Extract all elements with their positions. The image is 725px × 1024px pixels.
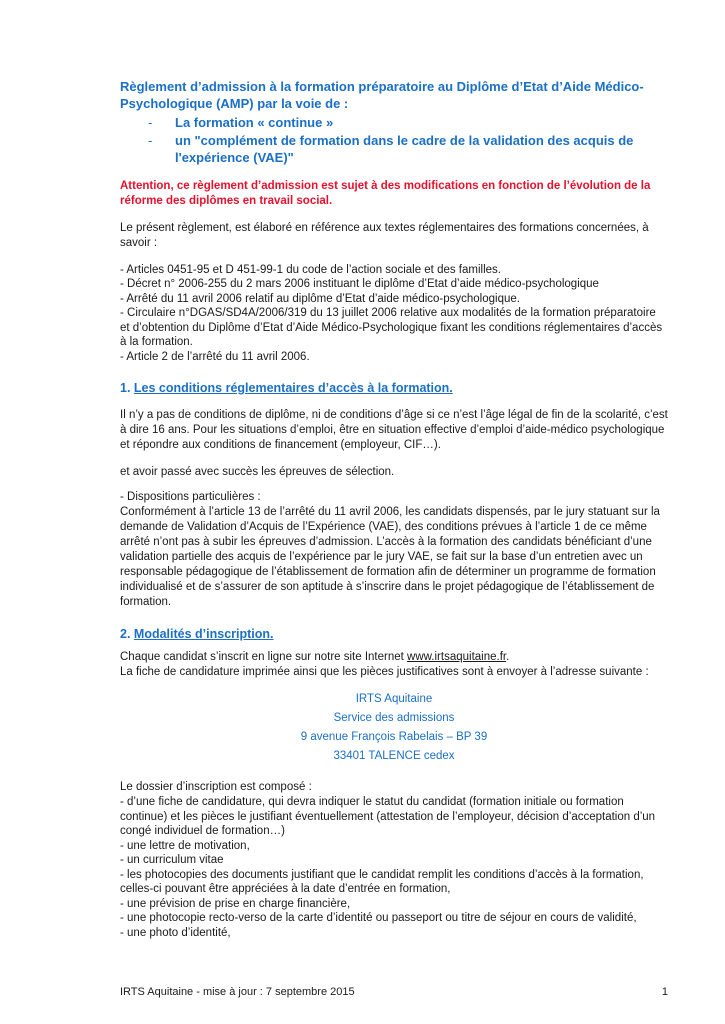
address-line: IRTS Aquitaine	[355, 693, 433, 705]
dossier-item: - d’une fiche de candidature, qui devra indiquer le statut du candidat (formation initiale ou formation continue) et les pièces le justifiant éventuellement (attestation de l’employeur, décision d’acceptation d’un congé individuel de formation…)	[120, 796, 656, 837]
page-number: 1	[661, 986, 668, 998]
dossier-item: - les photocopies des documents justifiant que le candidat remplit les conditions d’accès à la formation, celles-ci pouvant être appréciées à la date d’entrée en formation,	[120, 868, 644, 895]
title-bullet-list	[120, 114, 668, 167]
dossier-item: - une lettre de motivation,	[120, 839, 250, 852]
dossier-item: - une prévision de prise en charge financière,	[120, 897, 351, 910]
send-documents-paragraph: La fiche de candidature imprimée ainsi que les pièces justificatives sont à envoyer à l’adresse suivante :	[120, 666, 649, 678]
bullet-text: un "complément de formation dans le cadre de la validation des acquis de l'expérience (VAE)"	[175, 132, 634, 165]
address-line: 33401 TALENCE cedex	[333, 750, 455, 762]
intro-paragraph: Le présent règlement, est élaboré en référence aux textes réglementaires des formations concernées, à savoir :	[120, 221, 649, 249]
reference-item: - Article 2 de l’arrêté du 11 avril 2006.	[120, 350, 310, 363]
postal-address-block	[120, 690, 668, 766]
section-2-title: Modalités d’inscription.	[133, 627, 274, 641]
dossier-item: - une photo d’identité,	[120, 926, 231, 939]
page-footer	[120, 985, 668, 1000]
dossier-item: - un curriculum vitae	[120, 854, 224, 866]
footer-left-text: IRTS Aquitaine - mise à jour : 7 septembre 2015	[120, 986, 355, 998]
special-provisions-paragraph: Conformément à l’article 13 de l’arrêté du 11 avril 2006, les candidats dispensés, par le jury statuant sur la demande de Validation d’Acquis de l’Expérience (VAE), des conditions prévues à l’article 1 de ce même arrêté n’ont pas à subir les épreuves d’admission. L’accès à la formation des candidats bénéficiant d’une validation partielle des acquis de l’expérience par le jury VAE, se fait sur la base d’un entretien avec un responsable pédagogique de l’établissement de formation afin de déterminer un programme de formation individualisé et de s’assurer de son aptitude à s’inscrire dans le projet pédagogique de l’établissement de formation.	[120, 506, 660, 608]
reference-item: - Circulaire n°DGAS/SD4A/2006/319 du 13 juillet 2006 relative aux modalités de la formation préparatoire et d’obtention du Diplôme d’Etat d’Aide Médico-Psychologique fixant les conditions réglementaires d’accès à la formation.	[120, 307, 663, 348]
section-1-heading	[120, 380, 668, 396]
registration-text-before: Chaque candidat s’inscrit en ligne sur notre site Internet	[120, 651, 408, 663]
bullet-dash: -	[148, 132, 153, 148]
reference-item: - Décret n° 2006-255 du 2 mars 2006 instituant le diplôme d’Etat d’aide médico-psychologique	[120, 278, 599, 290]
registration-sentence	[120, 650, 668, 665]
section-1-paragraph: Il n’y a pas de conditions de diplôme, ni de conditions d’âge si ce n’est l’âge légal de fin de la scolarité, c’est à dire 16 ans. Pour les situations d’emploi, être en situation effective d’emploi d’aide-médico psychologique et répondre aux conditions de financement (employeur, CIF…).	[120, 409, 668, 451]
section-2-number: 2.	[120, 627, 131, 641]
dossier-item-list	[120, 795, 668, 940]
address-line: 9 avenue François Rabelais – BP 39	[300, 731, 488, 743]
bullet-dash: -	[148, 115, 153, 130]
section-2-heading	[120, 626, 668, 642]
reference-item: - Articles 0451-95 et D 451-99-1 du code de l’action sociale et des familles.	[120, 263, 501, 276]
title-bullet-item	[120, 114, 668, 132]
dossier-item: - une photocopie recto-verso de la carte d’identité ou passeport ou titre de séjour en cours de validité,	[120, 912, 637, 924]
special-provisions-label: - Dispositions particulières :	[120, 491, 261, 503]
registration-text-after: .	[506, 651, 510, 663]
reference-list	[120, 263, 668, 365]
bullet-text: La formation « continue »	[175, 115, 334, 130]
address-line: Service des admissions	[333, 712, 455, 724]
dossier-intro-paragraph: Le dossier d’inscription est composé :	[120, 781, 312, 793]
warning-paragraph: Attention, ce règlement d’admission est sujet à des modifications en fonction de l’évolution de la réforme des diplômes en travail social.	[120, 179, 651, 207]
section-1-paragraph: et avoir passé avec succès les épreuves de sélection.	[120, 466, 395, 478]
website-link[interactable]: www.irtsaquitaine.fr	[407, 651, 507, 663]
title-bullet-item	[120, 132, 668, 167]
registration-paragraph	[120, 650, 668, 680]
section-1-title: Les conditions réglementaires d’accès à la formation.	[133, 381, 453, 395]
section-1-number: 1.	[120, 381, 131, 395]
document-title: Règlement d’admission à la formation préparatoire au Diplôme d’Etat d’Aide Médico-Psychologique (AMP) par la voie de :	[120, 79, 644, 111]
reference-item: - Arrêté du 11 avril 2006 relatif au diplôme d’Etat d’aide médico-psychologique.	[120, 292, 520, 305]
